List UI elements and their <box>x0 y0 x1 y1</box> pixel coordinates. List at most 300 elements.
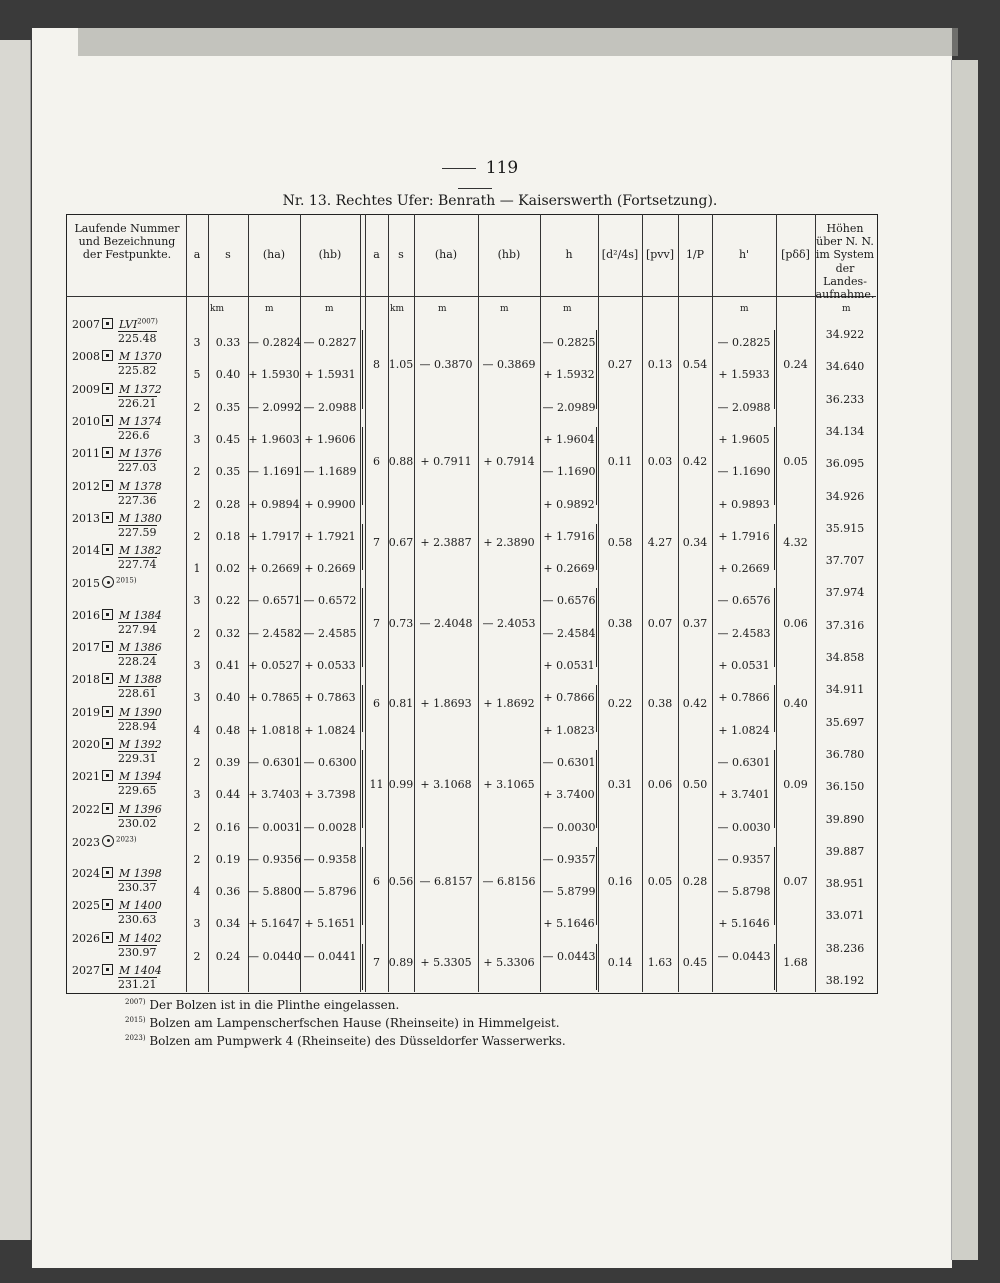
cell-hoehe: 35.915 <box>825 521 865 535</box>
group-hb: + 2.3890 <box>483 535 535 549</box>
cell-s: 0.16 <box>215 820 241 834</box>
benchmark-square-icon <box>102 609 113 620</box>
footnote-text: Bolzen am Lampenscherfschen Hause (Rheinseite) in Himmelgeist. <box>145 1016 560 1030</box>
group-pdd: 4.32 <box>783 535 808 549</box>
brace-pdd <box>774 685 775 731</box>
cell-hb: — 0.0441 <box>303 949 357 963</box>
group-ha: + 3.1068 <box>420 778 472 792</box>
header-a2: a <box>373 248 380 261</box>
cell-ha: — 0.6571 <box>248 594 301 608</box>
cell-hb: — 2.4585 <box>303 626 357 640</box>
cell-s: 0.41 <box>215 659 241 672</box>
cell-a: 2 <box>193 497 201 511</box>
group-ha: + 5.3305 <box>420 955 472 969</box>
festpunkt-label <box>72 575 137 590</box>
group-pdd: 0.06 <box>783 616 808 630</box>
benchmark-square-icon <box>102 641 113 652</box>
cell-s: 0.44 <box>215 788 241 802</box>
cell-h: — 1.1690 <box>542 465 596 479</box>
group-pvv: 0.38 <box>647 697 673 711</box>
cell-hb: — 0.6300 <box>303 755 357 769</box>
cell-ha: + 0.0527 <box>248 659 300 672</box>
festpunkt-name: M 1398 <box>119 867 162 881</box>
group-ha: + 0.7911 <box>420 455 472 469</box>
header-a: a <box>193 248 201 261</box>
cell-hb: + 0.0533 <box>304 659 356 672</box>
festpunkt-label <box>72 640 162 654</box>
cell-s: 0.18 <box>215 529 241 543</box>
unit-label: m <box>740 304 749 314</box>
brace-left <box>362 588 363 667</box>
group-pvv: 4.27 <box>647 535 673 549</box>
group-d2-4s: 0.38 <box>607 616 633 630</box>
festpunkt-kilometer: 227.74 <box>118 558 157 572</box>
scan-band <box>78 28 958 56</box>
cell-h: — 0.0443 <box>542 949 596 963</box>
group-one-over-p: 0.45 <box>682 955 708 969</box>
cell-ha: — 0.0031 <box>248 820 301 834</box>
festpunkt-number: 2018 <box>72 673 100 687</box>
cell-hoehe: 34.922 <box>825 328 865 341</box>
header-d2-4s: [d²/4s] <box>601 248 639 261</box>
cell-a: 2 <box>193 400 201 414</box>
group-one-over-p: 0.50 <box>682 778 708 792</box>
brace-d2 <box>596 750 597 829</box>
cell-s: 0.40 <box>215 691 241 705</box>
cell-ha: — 0.6301 <box>248 755 301 769</box>
header-hb: (hb) <box>318 248 342 261</box>
festpunkt-label <box>72 802 162 816</box>
cell-ha: — 0.0440 <box>248 949 301 963</box>
benchmark-square-icon <box>102 706 113 717</box>
festpunkt-kilometer: 225.48 <box>118 332 157 345</box>
group-pvv: 0.13 <box>647 358 673 372</box>
festpunkt-number: 2027 <box>72 964 100 977</box>
header-s: s <box>225 248 231 261</box>
group-d2-4s: 0.14 <box>607 955 633 969</box>
group-a: 6 <box>373 875 380 889</box>
festpunkt-name: M 1386 <box>119 641 162 654</box>
cell-s: 0.34 <box>215 917 241 931</box>
festpunkt-number: 2012 <box>72 479 100 493</box>
brace-d2 <box>596 330 597 409</box>
cell-hoehe: 34.858 <box>825 651 865 664</box>
festpunkt-label <box>72 511 162 525</box>
festpunkt-kilometer: 228.61 <box>118 687 157 701</box>
benchmark-square-icon <box>102 318 113 329</box>
benchmark-square-icon <box>102 673 113 684</box>
festpunkt-kilometer: 229.65 <box>118 784 157 798</box>
group-pvv: 1.63 <box>647 955 673 969</box>
footnote <box>125 1034 566 1048</box>
benchmark-square-icon <box>102 964 113 975</box>
cell-h: — 0.6576 <box>542 594 596 608</box>
group-a: 8 <box>373 358 380 372</box>
festpunkt-kilometer: 228.24 <box>118 655 157 668</box>
cell-hb: — 0.2827 <box>303 336 357 349</box>
cell-hoehe: 33.071 <box>825 909 865 923</box>
footnote-ref: 2007) <box>137 317 158 326</box>
cell-hoehe: 37.974 <box>825 586 865 600</box>
festpunkt-number: 2026 <box>72 931 100 945</box>
footnote-ref: 2015) <box>116 576 137 585</box>
benchmark-square-icon <box>102 383 113 394</box>
brace-left <box>362 750 363 829</box>
cell-a: 2 <box>193 465 201 479</box>
festpunkt-label <box>72 382 162 396</box>
group-a: 7 <box>373 616 380 630</box>
cell-h: — 0.2825 <box>542 336 596 349</box>
group-a: 6 <box>373 455 380 469</box>
festpunkt-name: M 1370 <box>119 350 162 364</box>
cell-h-prime: + 1.7916 <box>718 529 770 543</box>
cell-hoehe: 36.780 <box>825 747 865 761</box>
festpunkt-label <box>72 317 158 331</box>
brace-left <box>362 330 363 409</box>
unit-label: m <box>500 304 509 314</box>
cell-h: + 1.5932 <box>543 368 595 382</box>
festpunkt-name: M 1378 <box>119 479 162 493</box>
benchmark-square-icon <box>102 899 113 910</box>
group-d2-4s: 0.22 <box>607 697 633 711</box>
festpunkt-number: 2024 <box>72 867 100 881</box>
group-d2-4s: 0.27 <box>607 358 633 372</box>
cell-hb: + 0.9900 <box>304 497 356 511</box>
cell-s: 0.48 <box>215 723 241 737</box>
cell-hoehe: 37.707 <box>825 554 865 568</box>
table-title: Nr. 13. Rechtes Ufer: Benrath — Kaiserswerth (Fortsetzung). <box>282 193 718 209</box>
benchmark-square-icon <box>102 512 113 523</box>
cell-h-prime: — 0.6576 <box>717 594 771 608</box>
brace-pdd <box>774 524 775 570</box>
cell-h: — 5.8799 <box>542 885 596 899</box>
festpunkt-name: M 1376 <box>119 447 162 461</box>
left-page-edge <box>0 40 31 1240</box>
group-one-over-p: 0.37 <box>682 616 708 630</box>
festpunkt-label <box>72 608 162 622</box>
group-pvv: 0.05 <box>647 875 673 889</box>
footnote-text: Der Bolzen ist in die Plinthe eingelassen. <box>145 998 400 1012</box>
cell-hoehe: 34.926 <box>825 489 865 503</box>
cell-hb: + 1.5931 <box>304 368 356 382</box>
brace-left <box>362 427 363 506</box>
festpunkt-kilometer: 230.63 <box>118 913 157 927</box>
cell-hoehe: 36.095 <box>825 457 865 471</box>
benchmark-square-icon <box>102 932 113 943</box>
cell-s: 0.33 <box>215 336 241 349</box>
cell-a: 2 <box>193 852 201 866</box>
festpunkt-number: 2021 <box>72 770 100 784</box>
cell-h: — 2.4584 <box>542 626 596 640</box>
header-festpunkte: Laufende Nummer und Bezeichnung der Festpunkte. <box>74 222 180 262</box>
unit-label: m <box>563 304 572 314</box>
benchmark-square-icon <box>102 803 113 814</box>
group-ha: — 6.8157 <box>419 875 473 889</box>
group-s: 0.81 <box>388 697 414 711</box>
cell-hoehe: 39.890 <box>825 812 865 826</box>
header-s2: s <box>398 248 404 261</box>
cell-h-prime: — 1.1690 <box>717 465 771 479</box>
festpunkt-number: 2007 <box>72 318 100 331</box>
cell-h: — 0.0030 <box>542 820 596 834</box>
cell-s: 0.40 <box>215 368 241 382</box>
cell-h-prime: + 0.2669 <box>718 562 770 576</box>
cell-h-prime: + 3.7401 <box>718 788 770 802</box>
brace-d2 <box>596 588 597 667</box>
festpunkt-name: M 1392 <box>119 737 162 751</box>
cell-s: 0.19 <box>215 852 241 866</box>
cell-ha: + 1.5930 <box>248 368 300 382</box>
cell-h-prime: + 0.0531 <box>718 659 770 672</box>
festpunkt-kilometer: 230.37 <box>118 881 157 895</box>
festpunkt-kilometer: 227.59 <box>118 525 157 539</box>
festpunkt-label <box>72 963 162 977</box>
cell-h: + 0.9892 <box>543 497 595 511</box>
group-a: 7 <box>373 955 380 969</box>
cell-h: + 1.7916 <box>543 529 595 543</box>
group-hb: — 0.3869 <box>482 358 536 372</box>
festpunkt-number: 2023 <box>72 835 100 849</box>
group-one-over-p: 0.28 <box>682 875 708 889</box>
cell-hoehe: 36.150 <box>825 780 865 794</box>
festpunkt-label <box>72 479 162 493</box>
group-s: 1.05 <box>388 358 414 372</box>
cell-h: + 0.2669 <box>543 562 595 576</box>
festpunkt-kilometer: 226.6 <box>118 428 150 442</box>
header-ha2: (ha) <box>434 248 458 261</box>
benchmark-square-icon <box>102 350 113 361</box>
cell-hoehe: 34.134 <box>825 424 865 438</box>
footnote-ref: 2023) <box>125 1034 146 1042</box>
festpunkt-name: M 1404 <box>119 964 162 977</box>
cell-ha: — 5.8800 <box>248 885 301 899</box>
cell-ha: — 0.9356 <box>248 852 301 866</box>
cell-ha: + 5.1647 <box>248 917 300 931</box>
festpunkt-name: M 1400 <box>119 899 162 913</box>
cell-hoehe: 38.192 <box>825 974 865 987</box>
festpunkt-name: M 1390 <box>119 705 162 719</box>
group-s: 0.89 <box>388 955 414 969</box>
group-hb: — 6.8156 <box>482 875 536 889</box>
cell-h-prime: — 0.0030 <box>717 820 771 834</box>
festpunkt-label <box>72 446 162 460</box>
group-a: 7 <box>373 535 380 549</box>
footnote <box>125 998 399 1012</box>
header-h: h <box>565 248 573 261</box>
brace-pdd <box>774 847 775 926</box>
festpunkt-label <box>72 414 162 428</box>
cell-hb: + 1.7921 <box>304 529 356 543</box>
festpunkt-kilometer: 230.97 <box>118 945 157 959</box>
cell-a: 4 <box>193 723 201 737</box>
benchmark-square-icon <box>102 544 113 555</box>
cell-a: 3 <box>193 594 201 608</box>
festpunkt-number: 2010 <box>72 414 100 428</box>
cell-s: 0.39 <box>215 755 241 769</box>
cell-h-prime: — 2.0988 <box>717 400 771 414</box>
cell-h-prime: — 0.6301 <box>717 755 771 769</box>
festpunkt-name: M 1402 <box>119 931 162 945</box>
group-pdd: 0.09 <box>783 778 808 792</box>
header-pvv: [pvv] <box>645 248 675 261</box>
cell-h-prime: + 1.9605 <box>718 432 770 446</box>
brace-left <box>362 944 363 990</box>
festpunkt-label <box>72 931 162 945</box>
cell-ha: — 1.1691 <box>248 465 301 479</box>
group-d2-4s: 0.31 <box>607 778 633 792</box>
cell-ha: + 0.2669 <box>248 562 300 576</box>
brace-d2 <box>596 685 597 731</box>
brace-d2 <box>596 847 597 926</box>
header-ha: (ha) <box>262 248 286 261</box>
cell-h: + 1.0823 <box>543 723 595 737</box>
footnote-text: Bolzen am Pumpwerk 4 (Rheinseite) des Düsseldorfer Wasserwerks. <box>145 1034 566 1048</box>
cell-h: + 0.7866 <box>543 691 595 705</box>
cell-s: 0.22 <box>215 594 241 608</box>
cell-hb: + 3.7398 <box>304 788 356 802</box>
group-hb: — 2.4053 <box>482 616 536 630</box>
group-pvv: 0.03 <box>647 455 673 469</box>
festpunkt-name: M 1388 <box>119 673 162 687</box>
cell-s: 0.36 <box>215 885 241 899</box>
group-d2-4s: 0.58 <box>607 535 633 549</box>
cell-hb: — 5.8796 <box>303 885 357 899</box>
cell-hoehe: 35.697 <box>825 715 865 729</box>
unit-label: km <box>390 304 404 314</box>
cell-a: 3 <box>193 432 201 446</box>
cell-a: 3 <box>193 917 201 931</box>
festpunkt-label <box>72 866 162 880</box>
cell-h-prime: — 0.9357 <box>717 852 771 866</box>
group-pvv: 0.06 <box>647 778 673 792</box>
header-h-prime: h' <box>738 248 750 261</box>
group-a: 11 <box>369 778 384 792</box>
cell-h: — 0.6301 <box>542 755 596 769</box>
cell-h-prime: + 1.5933 <box>718 368 770 382</box>
cell-h: — 2.0989 <box>542 400 596 414</box>
festpunkt-name: M 1374 <box>119 414 162 428</box>
festpunkt-label <box>72 672 162 686</box>
group-d2-4s: 0.16 <box>607 875 633 889</box>
group-s: 0.73 <box>388 616 414 630</box>
cell-a: 3 <box>193 336 201 349</box>
festpunkt-number: 2014 <box>72 544 100 558</box>
festpunkt-label <box>72 898 162 912</box>
cell-h: + 0.0531 <box>543 659 595 672</box>
group-d2-4s: 0.11 <box>607 455 633 469</box>
festpunkt-name: LVI <box>119 318 138 331</box>
cell-hb: — 1.1689 <box>303 465 357 479</box>
group-ha: + 1.8693 <box>420 697 472 711</box>
group-ha: + 2.3887 <box>420 535 472 549</box>
group-one-over-p: 0.34 <box>682 535 708 549</box>
cell-a: 2 <box>193 755 201 769</box>
cell-h-prime: + 0.9893 <box>718 497 770 511</box>
cell-a: 3 <box>193 788 201 802</box>
cell-hb: + 1.0824 <box>304 723 356 737</box>
festpunkt-name: M 1380 <box>119 511 162 525</box>
cell-h-prime: + 5.1646 <box>718 917 770 931</box>
brace-left <box>362 847 363 926</box>
cell-a: 2 <box>193 949 201 963</box>
brace-pdd <box>774 588 775 667</box>
cell-hb: + 0.2669 <box>304 562 356 576</box>
cell-hb: + 5.1651 <box>304 917 356 931</box>
header-hb2: (hb) <box>497 248 521 261</box>
group-one-over-p: 0.42 <box>682 697 708 711</box>
benchmark-square-icon <box>102 415 113 426</box>
cell-hoehe: 37.316 <box>825 618 865 632</box>
festpunkt-number: 2009 <box>72 382 100 396</box>
cell-a: 2 <box>193 626 201 640</box>
benchmark-square-icon <box>102 447 113 458</box>
group-pvv: 0.07 <box>647 616 673 630</box>
benchmark-circle-icon <box>102 835 114 847</box>
cell-hb: — 0.0028 <box>303 820 357 834</box>
festpunkt-number: 2015 <box>72 577 100 591</box>
right-page-edge <box>951 60 978 1260</box>
cell-s: 0.32 <box>215 626 241 640</box>
cell-s: 0.02 <box>215 562 241 576</box>
cell-hb: — 0.9358 <box>303 852 357 866</box>
group-a: 6 <box>373 697 380 711</box>
festpunkt-kilometer: 229.31 <box>118 751 157 765</box>
festpunkt-kilometer: 227.03 <box>118 461 157 475</box>
cell-h: + 1.9604 <box>543 432 595 446</box>
brace-d2 <box>596 427 597 506</box>
cell-hb: — 2.0988 <box>303 400 357 414</box>
festpunkt-kilometer: 225.82 <box>118 364 157 378</box>
festpunkt-kilometer: 230.02 <box>118 816 157 830</box>
cell-hoehe: 38.236 <box>825 941 865 955</box>
group-pdd: 0.05 <box>783 455 808 469</box>
cell-ha: — 2.0992 <box>248 400 301 414</box>
brace-d2 <box>596 944 597 990</box>
festpunkt-label <box>72 349 162 363</box>
cell-a: 5 <box>193 368 201 382</box>
cell-s: 0.35 <box>215 465 241 479</box>
cell-ha: — 2.4582 <box>248 626 301 640</box>
cell-ha: + 1.7917 <box>248 529 300 543</box>
cell-hoehe: 39.887 <box>825 844 865 858</box>
festpunkt-number: 2013 <box>72 511 100 525</box>
festpunkt-kilometer: 228.94 <box>118 719 157 733</box>
cell-h-prime: + 0.7866 <box>718 691 770 705</box>
cell-hb: — 0.6572 <box>303 594 357 608</box>
unit-label: km <box>210 304 224 314</box>
festpunkt-kilometer: 227.36 <box>118 493 157 507</box>
cell-hb: + 1.9606 <box>304 432 356 446</box>
cell-h-prime: — 5.8798 <box>717 885 771 899</box>
festpunkt-label <box>72 769 162 783</box>
cell-a: 2 <box>193 529 201 543</box>
unit-label: m <box>265 304 274 314</box>
cell-s: 0.45 <box>215 432 241 446</box>
group-one-over-p: 0.42 <box>682 455 708 469</box>
festpunkt-kilometer: 231.21 <box>118 978 157 991</box>
cell-h: — 0.9357 <box>542 852 596 866</box>
festpunkt-number: 2011 <box>72 447 100 461</box>
cell-s: 0.24 <box>215 949 241 963</box>
unit-label: m <box>325 304 334 314</box>
group-s: 0.88 <box>388 455 414 469</box>
cell-h: + 3.7400 <box>543 788 595 802</box>
header-pdd: [pδδ] <box>781 248 810 261</box>
cell-h-prime: + 1.0824 <box>718 723 770 737</box>
festpunkt-number: 2017 <box>72 641 100 654</box>
group-pdd: 0.24 <box>783 358 808 372</box>
benchmark-square-icon <box>102 480 113 491</box>
